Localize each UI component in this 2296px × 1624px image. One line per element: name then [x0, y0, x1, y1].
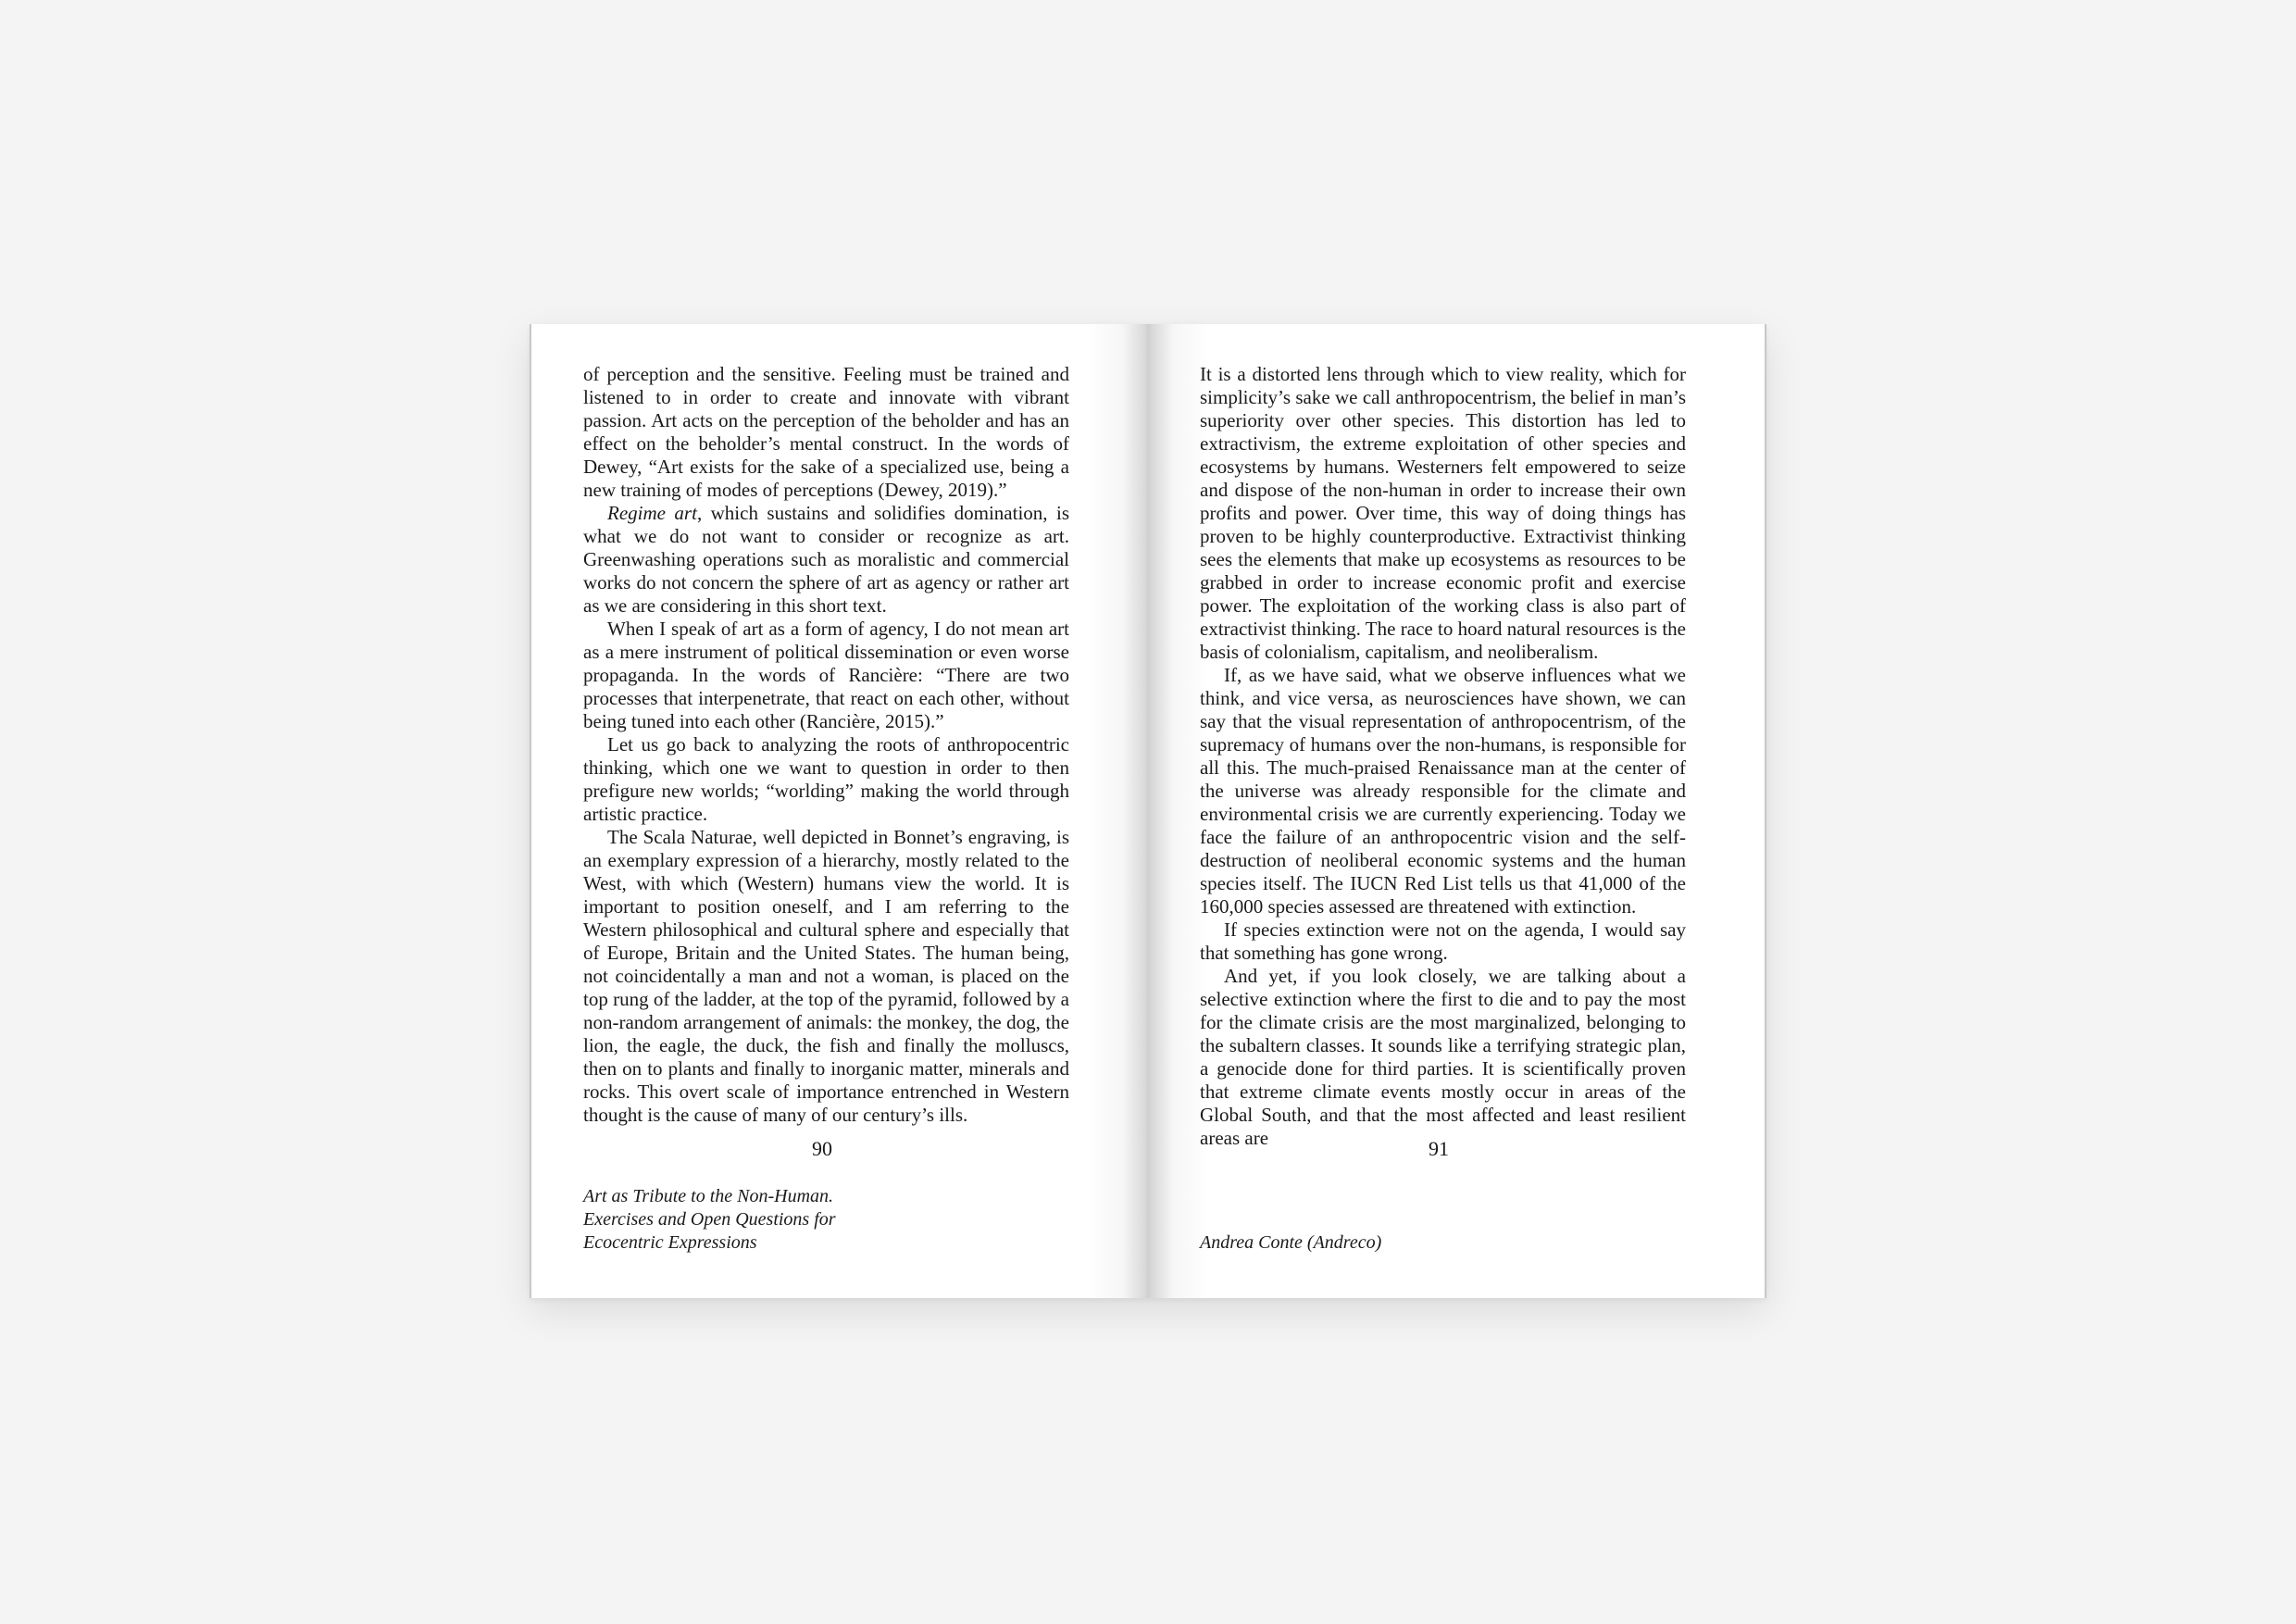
- running-title-line: Ecocentric Expressions: [583, 1232, 757, 1253]
- page-number: 91: [1429, 1137, 1449, 1160]
- paragraph: If, as we have said, what we observe influences what we think, and vice versa, as neurosciences have shown, we can say that the visual representation of anthropocentrism, of the supremacy of humans over the non-humans, is responsible for all this. The much-praised Renaissance man at the center of the universe was already responsible for the climate and environmental crisis we are currently experiencing. Today we face the failure of an anthropocentric vision and the self-destruction of neoliberal economic systems and the human species itself. The IUCN Red List tells us that 41,000 of the 160,000 species assessed are threatened with extinction.: [1200, 664, 1686, 918]
- running-title-line: Art as Tribute to the Non-Human.: [583, 1186, 834, 1206]
- left-page: [530, 324, 1148, 1298]
- running-author: Andrea Conte (Andreco): [1200, 1232, 1382, 1253]
- left-page-body: [583, 363, 1069, 1127]
- page-number: 90: [812, 1137, 832, 1160]
- paragraph: It is a distorted lens through which to view reality, which for simplicity’s sake we call anthropocentrism, the belief in man’s superiority over other species. This distortion has led to extractivism, the extreme exploitation of other species and ecosystems by humans. Westerners felt empowered to seize and dispose of the non-human in order to increase their own profits and power. Over time, this way of doing things has proven to be highly counterproductive. Extractivist thinking sees the elements that make up ecosystems as resources to be grabbed in order to increase economic profit and exercise power. The exploitation of the working class is also part of extractivist thinking. The race to hoard natural resources is the basis of colonialism, capitalism, and neoliberalism.: [1200, 363, 1686, 663]
- paragraph: And yet, if you look closely, we are talking about a selective extinction where the first to die and to pay the most for the climate crisis are the most marginalized, belonging to the subaltern classes. It sounds like a terrifying strategic plan, a genocide done for third parties. It is scientifically proven that extreme climate events mostly occur in areas of the Global South, and that the most affected and least resilient areas are: [1200, 965, 1686, 1149]
- right-page-body: [1200, 363, 1686, 1150]
- running-title-line: Exercises and Open Questions for: [583, 1209, 836, 1230]
- paragraph: The Scala Naturae, well depicted in Bonnet’s engraving, is an exemplary expression of a hierarchy, mostly related to the West, with which (Western) humans view the world. It is important to position oneself, and I am referring to the Western philosophical and cultural sphere and especially that of Europe, Britain and the United States. The human being, not coincidentally a man and not a woman, is placed on the top rung of the ladder, at the top of the pyramid, followed by a non-random arrangement of animals: the monkey, the dog, the lion, the eagle, the duck, the fish and finally the molluscs, then on to plants and finally to inorganic matter, minerals and rocks. This overt scale of importance entrenched in Western thought is the cause of many of our century’s ills.: [583, 826, 1069, 1126]
- running-title: [583, 1185, 954, 1255]
- right-page: [1148, 324, 1766, 1298]
- paragraph: Let us go back to analyzing the roots of anthropocentric thinking, which one we want to question in order to then prefigure new worlds; “worlding” making the world through artistic practice.: [583, 733, 1069, 825]
- paragraph: If species extinction were not on the agenda, I would say that something has gone wrong.: [1200, 918, 1686, 964]
- paragraph: of perception and the sensitive. Feeling must be trained and listened to in order to create and innovate with vibrant passion. Art acts on the perception of the beholder and has an effect on the beholder’s mental construct. In the words of Dewey, “Art exists for the sake of a specialized use, being a new training of modes of perceptions (Dewey, 2019).”: [583, 363, 1069, 501]
- book-spread: [530, 324, 1766, 1298]
- italic-term: Regime art: [607, 502, 697, 524]
- paragraph: Regime art, which sustains and solidifies domination, is what we do not want to consider or recognize as art. Greenwashing operations such as moralistic and commercial works do not concern the sphere of art as agency or rather art as we are considering in this short text.: [583, 502, 1069, 617]
- paragraph: When I speak of art as a form of agency, I do not mean art as a mere instrument of political dissemination or even worse propaganda. In the words of Rancière: “There are two processes that interpenetrate, that react on each other, without being tuned into each other (Rancière, 2015).”: [583, 618, 1069, 732]
